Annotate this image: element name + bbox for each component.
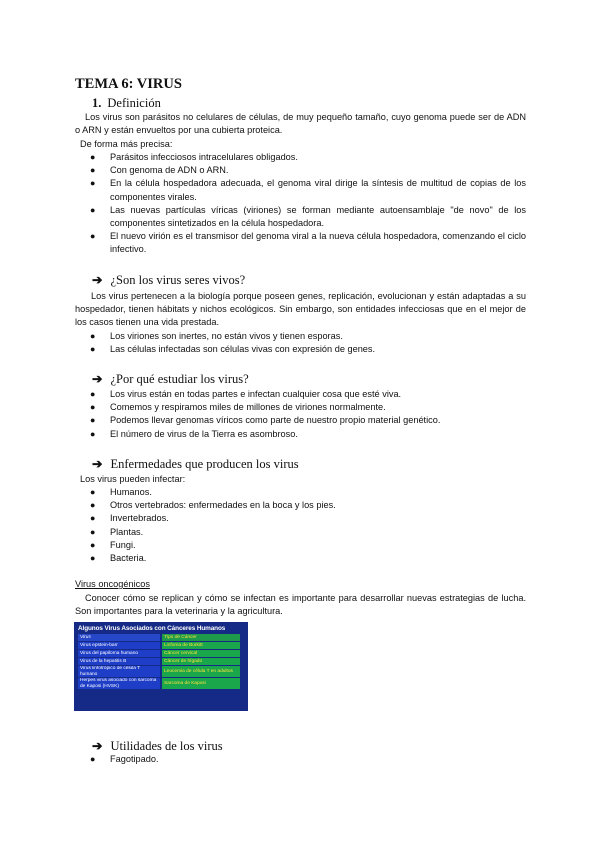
section-heading-text: Definición: [107, 96, 161, 110]
seres-vivos-bullet-list: [75, 330, 526, 356]
table-cell: Cáncer de hígado: [162, 658, 240, 665]
list-item: ● Comemos y respiramos miles de millones de viriones normalmente.: [75, 401, 526, 414]
bullet-dot-icon: ●: [90, 178, 96, 189]
bullet-dot-icon: ●: [90, 487, 96, 497]
list-item: ● Las células infectadas son células vivas con expresión de genes.: [75, 343, 526, 356]
right-arrow-icon: ➔: [92, 273, 103, 287]
bullet-dot-icon: ●: [90, 539, 96, 550]
list-item: ● El nuevo virión es el transmisor del genoma viral a la nueva célula hospedadora, comenzando el ciclo infectivo.: [90, 231, 526, 255]
definition-paragraph: Los virus son parásitos no celulares de células, de muy pequeño tamaño, cuyo genoma puede ser de ADN o ARN y están envueltos por una cubierta proteica.: [75, 112, 526, 136]
list-item: ● Fungi.: [75, 539, 526, 552]
page-title: TEMA 6: VIRUS: [75, 76, 182, 92]
list-item: ● El número de virus de la Tierra es asombroso.: [75, 428, 526, 441]
list-item: ● Invertebrados.: [75, 512, 526, 525]
table-header-cell: Virus: [78, 634, 160, 641]
bullet-dot-icon: ●: [90, 415, 96, 426]
list-item: ● Los viriones son inertes, no están vivos y tienen esporas.: [75, 330, 526, 343]
list-item: ● Bacteria.: [75, 552, 526, 565]
infect-intro: Los virus pueden infectar:: [80, 474, 186, 484]
table-cell: Linfoma de Burkitt: [162, 642, 240, 649]
section-number: 1.: [92, 96, 102, 110]
section-heading-definicion: [92, 96, 161, 111]
table-row: [78, 678, 244, 689]
table-cell: Virus epstein-barr: [78, 642, 160, 649]
right-arrow-icon: ➔: [92, 372, 103, 386]
hosts-bullet-list: [75, 486, 526, 565]
section-heading-seres-vivos: [92, 272, 245, 288]
bullet-dot-icon: ●: [90, 344, 96, 355]
bullet-dot-icon: ●: [90, 204, 96, 215]
table-cell: Sarcoma de Kaposi: [162, 678, 240, 689]
por-que-estudiar-bullet-list: [75, 388, 526, 441]
table-row: [78, 666, 244, 677]
table-cell: Leucemia de célula T en adultos: [162, 666, 240, 677]
table-title: Algunos Virus Asociados con Cánceres Humanos: [78, 625, 226, 632]
list-item: ● Los virus están en todas partes e infectan cualquier cosa que esté viva.: [75, 388, 526, 401]
section-heading-text: ¿Son los virus seres vivos?: [110, 273, 246, 287]
bullet-dot-icon: ●: [90, 526, 96, 537]
list-item: ● Podemos llevar genomas víricos como parte de nuestro propio material genético.: [75, 414, 526, 427]
list-item: ● Plantas.: [75, 526, 526, 539]
bullet-dot-icon: ●: [90, 331, 96, 341]
bullet-dot-icon: ●: [90, 402, 96, 413]
precise-label: De forma más precisa:: [80, 139, 173, 149]
table-cell: Virus de la hepatitis B: [78, 658, 160, 665]
list-item: ● Parásitos infecciosos intracelulares obligados.: [75, 151, 526, 164]
list-item: ● Con genoma de ADN o ARN.: [75, 164, 526, 177]
bullet-dot-icon: ●: [90, 165, 96, 176]
list-item: ● Fagotipado.: [75, 753, 526, 766]
right-arrow-icon: ➔: [92, 739, 103, 753]
section-heading-text: Enfermedades que producen los virus: [110, 457, 299, 471]
section-heading-text: Utilidades de los virus: [110, 739, 223, 753]
bullet-dot-icon: ●: [90, 754, 96, 764]
section-heading-por-que-estudiar: [92, 371, 249, 387]
bullet-dot-icon: ●: [90, 553, 96, 564]
list-item: ● En la célula hospedadora adecuada, el genoma viral dirige la síntesis de multitud de copias de los componentes virales.: [90, 178, 526, 202]
utilidades-bullet-list: [75, 753, 526, 766]
definition-bullet-list: [75, 151, 526, 257]
table-row: [78, 658, 244, 665]
oncogenic-paragraph: Conocer cómo se replican y cómo se infectan es importante para desarrollar nuevas estrategias de lucha. Son importantes para la veterinaria y la agricultura.: [75, 593, 526, 617]
table-header-cell: Tipo de Cáncer: [162, 634, 240, 641]
oncogenic-viruses-link[interactable]: Virus oncogénicos: [75, 579, 150, 589]
bullet-dot-icon: ●: [90, 152, 96, 162]
bullet-dot-icon: ●: [90, 231, 96, 242]
table-cell: Virus linfotrópico de célula T humano: [78, 666, 160, 677]
list-item: ● Humanos.: [75, 486, 526, 499]
list-item: ● Las nuevas partículas víricas (viriones) se forman mediante autoensamblaje "de novo" de los componentes sintetizados en la célula hospedadora.: [90, 204, 526, 229]
seres-vivos-paragraph: Los virus pertenecen a la biología porque poseen genes, replicación, evolucionan y están adaptadas a su hospedador, tienen hábitats y nichos ecológicos. Sin embargo, son entidades infecciosas que en el mejor de los casos tienen una vida prestada.: [75, 291, 526, 328]
virus-cancer-table-image: [74, 622, 248, 711]
bullet-dot-icon: ●: [90, 389, 96, 399]
table-header-row: [78, 634, 244, 641]
table-row: [78, 642, 244, 649]
section-heading-utilidades: [92, 738, 223, 754]
bullet-dot-icon: ●: [90, 513, 96, 524]
table-cell: Cáncer cervical: [162, 650, 240, 657]
bullet-dot-icon: ●: [90, 500, 96, 511]
section-heading-enfermedades: [92, 456, 299, 472]
table-cell: Virus del papiloma humano: [78, 650, 160, 657]
bullet-dot-icon: ●: [90, 428, 96, 439]
table-row: [78, 650, 244, 657]
section-heading-text: ¿Por qué estudiar los virus?: [110, 372, 249, 386]
table-cell: Herpes virus asociado con sarcoma de Kaposi (HVSK): [78, 678, 160, 689]
list-item: ● Otros vertebrados: enfermedades en la boca y los pies.: [75, 499, 526, 512]
right-arrow-icon: ➔: [92, 457, 103, 471]
